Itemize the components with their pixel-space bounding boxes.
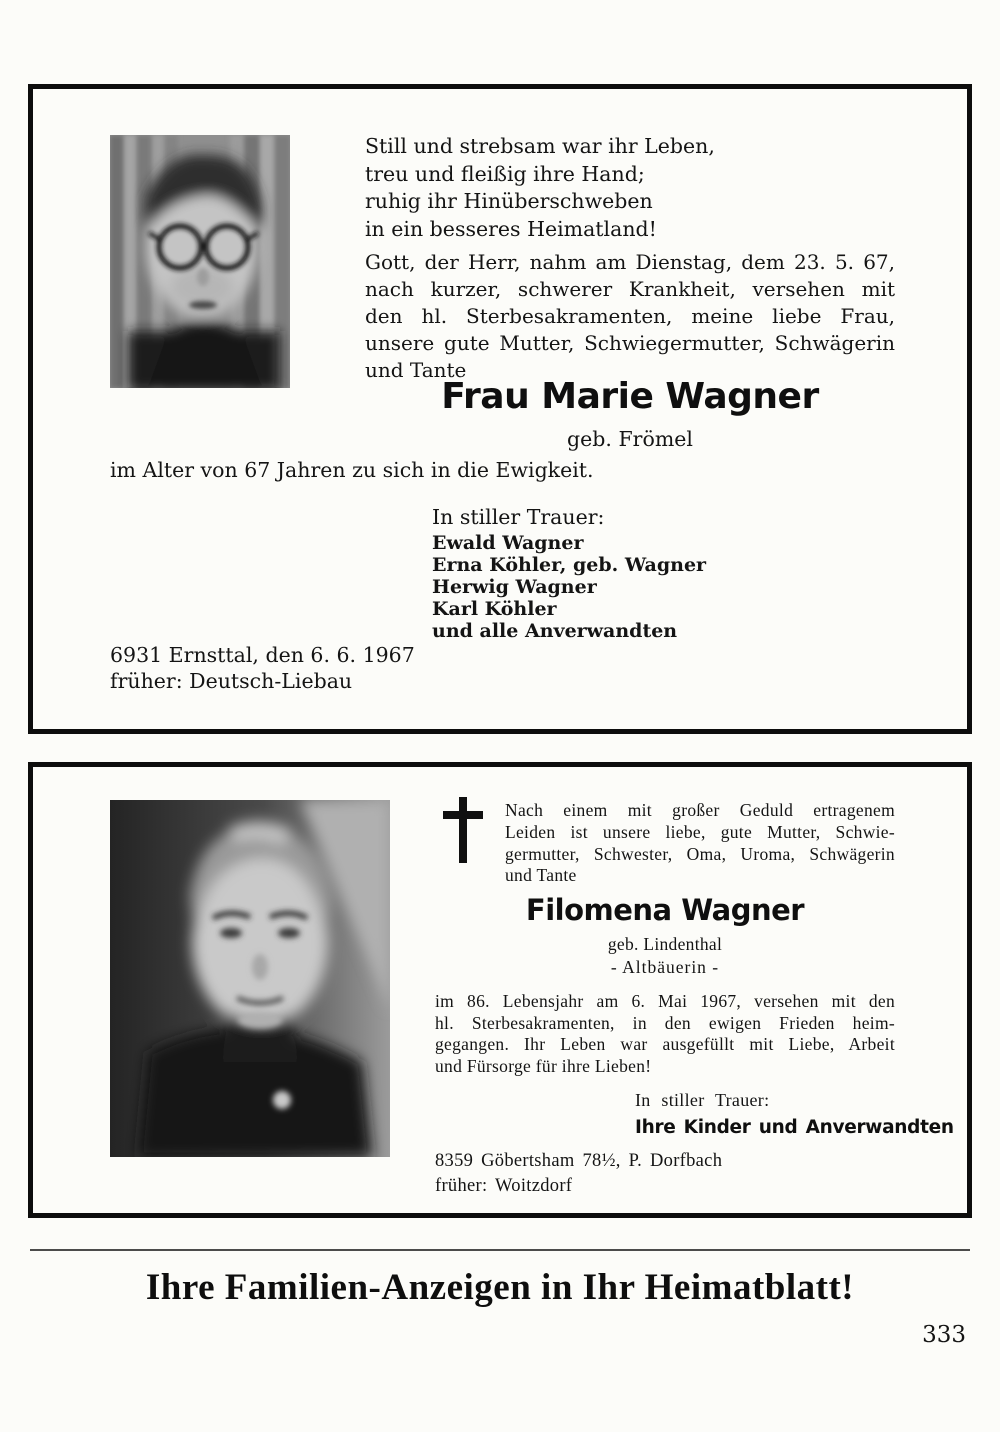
- maiden-name: geb. Frömel: [567, 427, 693, 451]
- obituary-box-filomena: [28, 762, 972, 1218]
- mourners-line: Ihre Kinder und Anverwandten: [635, 1117, 954, 1138]
- memorial-verse: [365, 133, 895, 243]
- portrait-photo-marie: [110, 135, 290, 388]
- verse-line: treu und fleißig ihre Hand;: [365, 161, 645, 186]
- announcement-line: hl. Sterbesakramenten, in den ewigen Frieden heim-: [435, 1012, 895, 1033]
- verse-line: Still und strebsam war ihr Leben,: [365, 134, 715, 158]
- address-line: 8359 Göbertsham 78½, P. Dorfbach: [435, 1151, 723, 1171]
- announcement-line: den hl. Sterbesakramenten, meine liebe Frau,: [365, 304, 895, 328]
- footer-slogan: Ihre Familien-Anzeigen in Ihr Heimatblatt!: [145, 1267, 855, 1308]
- mourners-list: [432, 532, 706, 642]
- place-date-line: 6931 Ernsttal, den 6. 6. 1967: [110, 643, 415, 667]
- mourner-name: Herwig Wagner: [432, 576, 597, 598]
- announcement-line: und Fürsorge für ihre Lieben!: [435, 1055, 652, 1076]
- obituary-box-marie: [28, 84, 972, 734]
- death-announcement: [365, 249, 895, 384]
- announcement-line: unsere gute Mutter, Schwiegermutter, Schwägerin: [365, 331, 895, 355]
- announcement-line: gegangen. Ihr Leben war ausgefüllt mit Liebe, Arbeit: [435, 1034, 895, 1055]
- mourner-name: Erna Köhler, geb. Wagner: [432, 554, 707, 576]
- intro-line: Leiden ist unsere liebe, gute Mutter, Schwie-: [505, 821, 895, 842]
- cross-icon: [443, 797, 483, 867]
- intro-paragraph: [505, 800, 895, 887]
- death-announcement: [435, 991, 895, 1077]
- announcement-line: nach kurzer, schwerer Krankheit, versehen mit: [365, 277, 895, 301]
- intro-line: Nach einem mit großer Geduld ertragenem: [505, 800, 895, 820]
- former-residence-line: früher: Deutsch-Liebau: [110, 669, 353, 693]
- announcement-line: im 86. Lebensjahr am 6. Mai 1967, versehen mit den: [435, 991, 895, 1011]
- announcement-line: Gott, der Herr, nahm am Dienstag, dem 23. 5. 67,: [365, 250, 895, 274]
- page-number: 333: [922, 1322, 966, 1348]
- deceased-name: Filomena Wagner: [525, 893, 805, 927]
- intro-line: germutter, Schwester, Oma, Uroma, Schwägerin: [505, 843, 895, 864]
- mourning-label: In stiller Trauer:: [635, 1090, 770, 1110]
- portrait-photo-filomena: [110, 800, 390, 1157]
- separator-rule: [30, 1249, 970, 1251]
- mourner-name: und alle Anverwandten: [432, 620, 678, 642]
- announcement-line: und Tante: [365, 358, 467, 382]
- verse-line: ruhig ihr Hinüberschweben: [365, 189, 653, 213]
- former-residence-line: früher: Woitzdorf: [435, 1176, 573, 1196]
- verse-line: in ein besseres Heimatland!: [365, 216, 657, 241]
- mourner-name: Karl Köhler: [432, 598, 557, 620]
- mourner-name: Ewald Wagner: [432, 532, 584, 554]
- maiden-name: geb. Lindenthal: [607, 934, 723, 954]
- closing-line: im Alter von 67 Jahren zu sich in die Ewigkeit.: [110, 458, 594, 482]
- honorific-line: - Altbäuerin -: [610, 957, 720, 977]
- mourning-label: In stiller Trauer:: [432, 505, 605, 529]
- deceased-name: Frau Marie Wagner: [441, 376, 819, 417]
- intro-line: und Tante: [505, 865, 577, 886]
